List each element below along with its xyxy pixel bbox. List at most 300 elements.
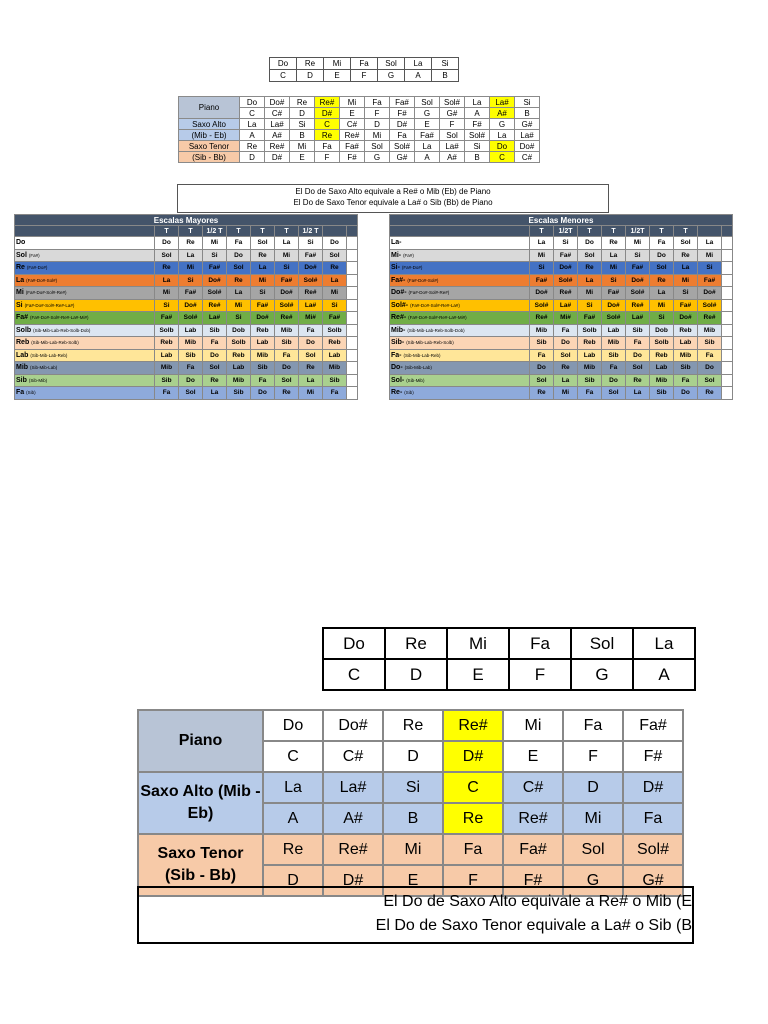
instrument-label: Saxo Tenor <box>179 141 240 152</box>
blank-cell <box>722 362 733 375</box>
scale-note: Re <box>227 274 251 287</box>
note-cell: Sol# <box>465 130 490 141</box>
scale-note: Mi# <box>554 312 578 325</box>
scale-note: Mib <box>155 362 179 375</box>
intervals-row <box>15 226 358 237</box>
note-cell: Re# <box>340 130 365 141</box>
scale-note: Sib <box>650 387 674 400</box>
big-piano-row1 <box>138 710 683 741</box>
scale-note: Sol <box>275 374 299 387</box>
note-cell: C <box>240 108 265 119</box>
scale-note: Sol# <box>299 274 323 287</box>
scale-note: Sol <box>602 387 626 400</box>
scale-note: Mi <box>674 274 698 287</box>
note-cell: D# <box>323 865 383 896</box>
scale-key: Sib <box>16 376 27 384</box>
scale-note: Fa# <box>530 274 554 287</box>
scale-note: Sol <box>227 262 251 275</box>
note-cell: E <box>415 119 440 130</box>
scale-note: La <box>650 287 674 300</box>
scale-note: Mib <box>275 324 299 337</box>
scale-note: Fa <box>179 362 203 375</box>
tenor-row2 <box>179 152 540 163</box>
scales-title: Escalas Mayores <box>15 215 358 226</box>
note-cell: F# <box>465 119 490 130</box>
note-cell: Do# <box>265 97 290 108</box>
scale-name <box>390 337 530 350</box>
note-cell: D <box>383 741 443 772</box>
scale-note: Sol <box>650 262 674 275</box>
scale-note: Re# <box>698 312 722 325</box>
scale-note: Do <box>578 237 602 250</box>
scale-note: Sol <box>626 362 650 375</box>
interval-cell: 1/2T <box>626 226 650 237</box>
scale-note: Fa# <box>179 287 203 300</box>
note-cell: Sol# <box>623 834 683 865</box>
scale-note: Sol <box>323 249 347 262</box>
scale-note: Sol <box>251 237 275 250</box>
note-cell: F# <box>623 741 683 772</box>
scale-note: Re <box>203 374 227 387</box>
note-cell: Re <box>383 710 443 741</box>
scale-note: Do <box>530 362 554 375</box>
note-cell: La# <box>490 97 515 108</box>
equivalence-line-alto: El Do de Saxo Alto equivale a Re# o Mib (Eb) de Piano <box>295 187 491 196</box>
scale-key: Re- <box>391 389 403 397</box>
blank-cell <box>722 299 733 312</box>
note-cell: C# <box>323 741 383 772</box>
scale-note: Sol <box>299 349 323 362</box>
scale-note: La <box>626 387 650 400</box>
scale-note: Sib <box>275 337 299 350</box>
note-cell: C# <box>515 152 540 163</box>
scale-note: Mi <box>650 299 674 312</box>
scale-key: Solb <box>16 326 32 334</box>
scale-note: Fa <box>203 337 227 350</box>
scale-name <box>390 287 530 300</box>
scale-name <box>15 274 155 287</box>
note-cell: La# <box>515 130 540 141</box>
scale-note: Lab <box>674 337 698 350</box>
interval-cell: 1/2 T <box>299 226 323 237</box>
scale-note: Fa <box>251 374 275 387</box>
note-cell: Fa# <box>623 710 683 741</box>
cell: La <box>405 58 432 70</box>
scale-note: Fa# <box>275 274 299 287</box>
scales-title-row <box>15 215 358 226</box>
scale-note: Fa# <box>698 274 722 287</box>
intervals-row <box>390 226 733 237</box>
scale-note: Re# <box>275 312 299 325</box>
scale-note: Mib <box>602 337 626 350</box>
scale-row <box>15 274 358 287</box>
note-cell: F <box>443 865 503 896</box>
scale-name <box>15 387 155 400</box>
note-cell: G <box>415 108 440 119</box>
scale-note: Do <box>179 374 203 387</box>
scale-row <box>390 262 733 275</box>
scale-note: Dob <box>227 324 251 337</box>
scale-name <box>390 237 530 250</box>
scale-note: Fa <box>155 387 179 400</box>
cell: Do <box>270 58 297 70</box>
note-cell: C# <box>265 108 290 119</box>
cell: Re <box>385 628 447 659</box>
scale-note: Mi <box>626 237 650 250</box>
note-cell: E <box>290 152 315 163</box>
scale-note: Sol# <box>203 287 227 300</box>
scale-note: Do# <box>203 274 227 287</box>
scale-note: Mi <box>530 249 554 262</box>
instrument-label: (Sib - Bb) <box>179 152 240 163</box>
scale-note: Re <box>275 387 299 400</box>
interval-cell: T <box>155 226 179 237</box>
note-cell: C <box>263 741 323 772</box>
scale-note: Do <box>323 237 347 250</box>
alto-row1 <box>179 119 540 130</box>
scale-note: La <box>299 374 323 387</box>
scale-key: Do- <box>391 364 403 372</box>
scale-row <box>390 249 733 262</box>
note-cell: Sol# <box>390 141 415 152</box>
scale-note: Do <box>602 374 626 387</box>
blank-cell <box>347 337 358 350</box>
interval-cell: T <box>578 226 602 237</box>
piano-row1 <box>179 97 540 108</box>
scale-row <box>390 237 733 250</box>
blank-cell <box>347 237 358 250</box>
cell: Do <box>323 628 385 659</box>
scale-note: Mib <box>578 362 602 375</box>
scale-note: La# <box>626 312 650 325</box>
interval-cell: T <box>530 226 554 237</box>
scale-note: Mi <box>323 287 347 300</box>
note-cell: A <box>465 108 490 119</box>
scale-note: Do <box>275 362 299 375</box>
minor-scales-table <box>389 214 733 400</box>
blank-cell <box>698 226 722 237</box>
note-cell: A <box>240 130 265 141</box>
note-cell: La <box>240 119 265 130</box>
scale-note: La# <box>554 299 578 312</box>
scale-accidentals: (Fa#-Do#-Sol#-Re#) <box>25 290 67 296</box>
scale-note: Fa <box>698 349 722 362</box>
scale-note: Mib <box>323 362 347 375</box>
instrument-label: (Mib - Eb) <box>179 130 240 141</box>
note-cell: C# <box>340 119 365 130</box>
scale-note: Sib <box>530 337 554 350</box>
scale-row <box>15 262 358 275</box>
blank-cell <box>722 287 733 300</box>
instrument-transposition-table <box>178 96 540 163</box>
note-cell: B <box>290 130 315 141</box>
cell: C <box>270 70 297 82</box>
scale-note: Fa# <box>602 287 626 300</box>
note-cell: Re# <box>265 141 290 152</box>
note-cell: G# <box>390 152 415 163</box>
scale-note: Si <box>203 249 227 262</box>
scale-row <box>15 249 358 262</box>
interval-cell: T <box>674 226 698 237</box>
scale-note: Do <box>251 387 275 400</box>
cell: F <box>351 70 378 82</box>
scale-accidentals: (Sib-Mib-Lab-Reb-Solb-Dob) <box>33 327 91 333</box>
cell: A <box>405 70 432 82</box>
note-cell: Re# <box>323 834 383 865</box>
scale-note: Lab <box>602 324 626 337</box>
scale-note: Reb <box>155 337 179 350</box>
scale-key: Si <box>16 301 23 309</box>
note-cell: F <box>315 152 340 163</box>
cell: Sol <box>378 58 405 70</box>
blank-cell <box>347 262 358 275</box>
note-cell: F <box>365 108 390 119</box>
note-cell: La <box>465 97 490 108</box>
scale-note: Sol <box>155 249 179 262</box>
scale-note: Lab <box>323 349 347 362</box>
note-cell: Mi <box>503 710 563 741</box>
scale-accidentals: (Sib-Mib-Lab-Reb-Solb-Dob) <box>407 327 465 333</box>
note-cell: A# <box>323 803 383 834</box>
scale-note: Re# <box>299 287 323 300</box>
interval-cell: T <box>179 226 203 237</box>
scale-note: Mib <box>698 324 722 337</box>
note-cell: Re <box>240 141 265 152</box>
scale-note: Sib <box>626 324 650 337</box>
note-cell: Fa# <box>415 130 440 141</box>
scale-note: La <box>698 237 722 250</box>
tenor-label-line: (Sib - Bb) <box>164 867 237 884</box>
note-cell: E <box>340 108 365 119</box>
scale-note: Fa <box>650 237 674 250</box>
interval-cell: T <box>602 226 626 237</box>
big-equivalence-line-tenor: El Do de Saxo Tenor equivale a La# o Sib (B <box>375 917 692 934</box>
instrument-label: Saxo Alto (Mib - Eb) <box>138 772 263 834</box>
cell: G <box>378 70 405 82</box>
blank-cell <box>347 299 358 312</box>
note-cell: La <box>415 141 440 152</box>
big-instrument-transposition-table <box>137 709 684 897</box>
note-cell: Fa# <box>390 97 415 108</box>
scale-note: Mi# <box>299 312 323 325</box>
blank-cell <box>323 226 347 237</box>
blank-cell <box>722 349 733 362</box>
scale-note: Do# <box>674 312 698 325</box>
scale-note: Fa <box>323 387 347 400</box>
note-cell: G# <box>515 119 540 130</box>
scale-note: Do <box>626 349 650 362</box>
scale-accidentals: (Fa#-Do#-Sol#-Re#-La#-Mi#) <box>408 315 467 321</box>
note-cell: G <box>490 119 515 130</box>
note-cell: La <box>263 772 323 803</box>
scale-note: Sib <box>203 324 227 337</box>
scale-row <box>15 237 358 250</box>
scale-note: Solb <box>155 324 179 337</box>
note-cell: Si <box>290 119 315 130</box>
scale-note: Solb <box>227 337 251 350</box>
scale-accidentals: (Sib-Mib-Lab-Reb) <box>403 352 441 358</box>
scale-row <box>390 324 733 337</box>
blank-cell <box>722 324 733 337</box>
scale-accidentals: (Sib-Mib-Lab) <box>404 365 432 371</box>
scale-note: Reb <box>650 349 674 362</box>
note-cell: D# <box>623 772 683 803</box>
note-cell: Si <box>383 772 443 803</box>
scale-name <box>15 262 155 275</box>
scale-note: Do# <box>626 274 650 287</box>
scale-note: Sol# <box>698 299 722 312</box>
scale-note: La <box>203 387 227 400</box>
scale-row <box>15 387 358 400</box>
scale-note: Sib <box>251 362 275 375</box>
scale-name <box>15 349 155 362</box>
scale-name <box>15 312 155 325</box>
scale-row <box>15 374 358 387</box>
note-cell: Do <box>490 141 515 152</box>
scale-note: La <box>155 274 179 287</box>
note-cell: Re# <box>443 710 503 741</box>
note-cell: Re <box>290 97 315 108</box>
scale-note: Lab <box>155 349 179 362</box>
blank-cell <box>347 287 358 300</box>
note-cell: Mi <box>290 141 315 152</box>
scale-name <box>15 362 155 375</box>
scale-note: Sol# <box>626 287 650 300</box>
equivalence-note <box>177 184 609 213</box>
scale-note: Do <box>554 337 578 350</box>
scale-row <box>15 349 358 362</box>
interval-cell: T <box>275 226 299 237</box>
scale-note: Si <box>578 299 602 312</box>
scale-note: Mib <box>251 349 275 362</box>
cell: A <box>633 659 695 690</box>
scale-note: Sol <box>203 362 227 375</box>
scale-note: Mib <box>674 349 698 362</box>
scale-key: Do#- <box>391 289 407 297</box>
scale-row <box>390 287 733 300</box>
scale-note: Si <box>275 262 299 275</box>
note-cell: D# <box>265 152 290 163</box>
interval-cell: 1/2T <box>554 226 578 237</box>
scale-name <box>390 249 530 262</box>
note-cell: Fa <box>623 803 683 834</box>
note-cell: G <box>563 865 623 896</box>
note-cell: C <box>490 152 515 163</box>
note-cell: Re# <box>315 97 340 108</box>
solfege-row <box>270 58 459 70</box>
note-cell: Mi <box>563 803 623 834</box>
cell: Sol <box>571 628 633 659</box>
note-cell: Fa <box>390 130 415 141</box>
scale-row <box>15 337 358 350</box>
scale-note: Mi <box>251 274 275 287</box>
blank-cell <box>722 249 733 262</box>
scale-row <box>390 387 733 400</box>
scale-note: Mi <box>698 249 722 262</box>
scale-key: Sol <box>16 251 27 259</box>
scale-note: Do# <box>299 262 323 275</box>
note-cell: D <box>365 119 390 130</box>
cell: B <box>432 70 459 82</box>
scale-note: Sib <box>179 349 203 362</box>
scale-note: La <box>323 274 347 287</box>
tenor-label-line: Saxo Tenor <box>157 845 244 862</box>
note-cell: Si <box>515 97 540 108</box>
scale-note: Re <box>155 262 179 275</box>
scale-accidentals: (Fa#) <box>403 252 414 258</box>
blank-cell <box>722 374 733 387</box>
scale-key: Fa <box>16 389 25 397</box>
scale-key: Fa- <box>391 351 402 359</box>
scale-note: Fa <box>530 349 554 362</box>
note-cell: Re <box>315 130 340 141</box>
scale-key: La <box>16 276 25 284</box>
scale-name <box>15 299 155 312</box>
scale-note: Fa# <box>155 312 179 325</box>
scale-key: Fa# <box>16 314 29 322</box>
scale-note: Mi <box>602 262 626 275</box>
scale-note: Si <box>674 287 698 300</box>
note-cell: Do <box>240 97 265 108</box>
scale-note: Sol# <box>275 299 299 312</box>
scale-note: Mi <box>227 299 251 312</box>
cell: C <box>323 659 385 690</box>
scale-note: Si <box>155 299 179 312</box>
scale-note: Sib <box>674 362 698 375</box>
blank-cell <box>722 226 733 237</box>
note-cell: F <box>440 119 465 130</box>
scale-note: Si <box>530 262 554 275</box>
scale-note: Solb <box>578 324 602 337</box>
scales-title: Escalas Menores <box>390 215 733 226</box>
note-cell: Re# <box>503 803 563 834</box>
note-cell: C <box>315 119 340 130</box>
scale-note: Lab <box>179 324 203 337</box>
scale-note: Reb <box>227 349 251 362</box>
alto-row2 <box>179 130 540 141</box>
scale-note: Si <box>698 262 722 275</box>
scale-note: Solb <box>323 324 347 337</box>
scale-key: Sol- <box>391 376 405 384</box>
scale-accidentals: (Sib-Mib) <box>406 377 425 383</box>
scale-note: La <box>554 374 578 387</box>
scale-note: Lab <box>578 349 602 362</box>
note-cell: La# <box>323 772 383 803</box>
scale-note: Mib <box>179 337 203 350</box>
scale-note: Fa <box>626 337 650 350</box>
scale-key: Sib- <box>391 339 405 347</box>
scale-row <box>15 287 358 300</box>
big-letter-row <box>323 659 695 690</box>
scale-note: Fa <box>578 387 602 400</box>
interval-cell: T <box>227 226 251 237</box>
cell: La <box>633 628 695 659</box>
interval-cell: 1/2 T <box>203 226 227 237</box>
note-cell: G# <box>440 108 465 119</box>
scale-row <box>390 374 733 387</box>
scale-note: Do <box>155 237 179 250</box>
instrument-label: Saxo Alto <box>179 119 240 130</box>
scale-note: Mib <box>227 374 251 387</box>
note-cell: Do <box>263 710 323 741</box>
cell: Si <box>432 58 459 70</box>
scale-note: Sol# <box>602 312 626 325</box>
scale-accidentals: (Fa#) <box>28 252 40 258</box>
interval-cell: T <box>251 226 275 237</box>
equivalence-line-tenor: El Do de Saxo Tenor equivale a La# o Sib (Bb) de Piano <box>293 198 493 207</box>
cell: E <box>447 659 509 690</box>
note-cell: Sol <box>415 97 440 108</box>
